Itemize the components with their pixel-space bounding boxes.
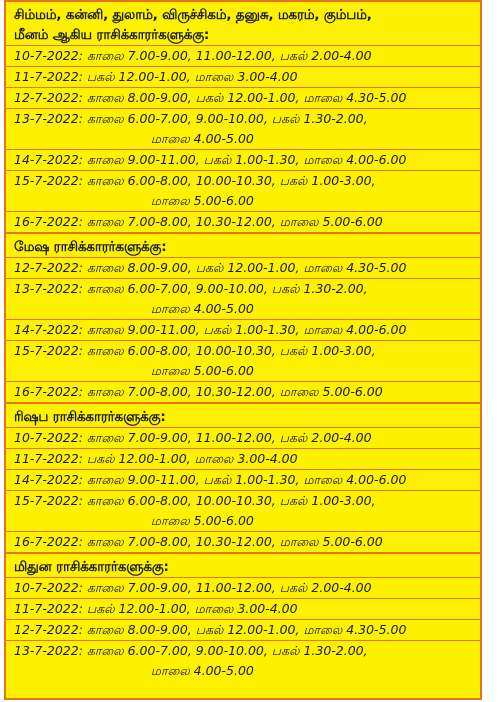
timing-row <box>6 170 480 211</box>
row-times <box>87 67 476 87</box>
row-date: 16-7-2022: <box>14 384 83 399</box>
timing-row <box>6 469 480 490</box>
row-date: 10-7-2022: <box>14 580 83 595</box>
section-heading: ரிஷப ராசிக்காரர்களுக்கு: <box>14 409 166 425</box>
time-line: காலை 8.00-9.00, பகல் 12.00-1.00, மாலை 4.30-5.00 <box>86 622 407 637</box>
row-times <box>87 620 476 640</box>
row-date: 16-7-2022: <box>14 534 83 549</box>
row-times <box>87 578 476 598</box>
time-line: காலை 6.00-7.00, 9.00-10.00, பகல் 1.30-2.00, <box>86 111 368 126</box>
time-line: காலை 9.00-11.00, பகல் 1.00-1.30, மாலை 4.00-6.00 <box>86 472 407 487</box>
timing-row <box>6 87 480 108</box>
row-date: 11-7-2022: <box>14 451 83 466</box>
row-times <box>87 258 476 278</box>
row-times <box>87 320 476 340</box>
row-date: 12-7-2022: <box>14 260 83 275</box>
timing-row <box>6 448 480 469</box>
timing-row <box>6 427 480 448</box>
row-date: 14-7-2022: <box>14 472 83 487</box>
row-times <box>87 382 476 402</box>
row-date: 11-7-2022: <box>14 69 83 84</box>
zodiac-section <box>6 2 480 234</box>
row-times <box>87 491 476 531</box>
time-line: பகல் 12.00-1.00, மாலை 3.00-4.00 <box>86 69 298 84</box>
time-line: காலை 6.00-7.00, 9.00-10.00, பகல் 1.30-2.00, <box>86 643 368 658</box>
timing-row <box>6 598 480 619</box>
row-times <box>87 150 476 170</box>
row-date: 14-7-2022: <box>14 152 83 167</box>
time-line: காலை 7.00-9.00, 11.00-12.00, பகல் 2.00-4.00 <box>86 430 372 445</box>
section-heading: மீனம் ஆகிய ராசிக்காரர்களுக்கு: <box>14 27 210 43</box>
time-line: காலை 9.00-11.00, பகல் 1.00-1.30, மாலை 4.00-6.00 <box>86 322 407 337</box>
row-times <box>87 88 476 108</box>
section-heading: சிம்மம், கன்னி, துலாம், விருச்சிகம், தனுசு, மகரம், கும்பம், <box>14 7 372 23</box>
time-line: காலை 6.00-7.00, 9.00-10.00, பகல் 1.30-2.00, <box>86 281 368 296</box>
time-line: பகல் 12.00-1.00, மாலை 3.00-4.00 <box>86 601 298 616</box>
time-line: மாலை 4.00-5.00 <box>150 131 254 146</box>
time-line: காலை 8.00-9.00, பகல் 12.00-1.00, மாலை 4.30-5.00 <box>86 260 407 275</box>
row-times <box>87 428 476 448</box>
timing-row <box>6 381 480 402</box>
time-line: மாலை 4.00-5.00 <box>150 663 254 678</box>
timing-row <box>6 278 480 319</box>
row-date: 15-7-2022: <box>14 173 83 188</box>
timing-row <box>6 149 480 170</box>
row-date: 10-7-2022: <box>14 430 83 445</box>
row-times <box>87 532 476 552</box>
time-line: காலை 7.00-8.00, 10.30-12.00, மாலை 5.00-6.00 <box>86 384 383 399</box>
zodiac-section <box>6 234 480 404</box>
row-times <box>87 46 476 66</box>
time-line: மாலை 5.00-6.00 <box>150 363 254 378</box>
row-times <box>87 109 476 149</box>
row-times <box>87 171 476 211</box>
time-line: காலை 6.00-8.00, 10.00-10.30, பகல் 1.00-3.00, <box>86 343 376 358</box>
row-date: 12-7-2022: <box>14 622 83 637</box>
time-line: காலை 6.00-8.00, 10.00-10.30, பகல் 1.00-3.00, <box>86 173 376 188</box>
timing-row <box>6 577 480 598</box>
timing-row <box>6 45 480 66</box>
time-line: காலை 7.00-9.00, 11.00-12.00, பகல் 2.00-4.00 <box>86 580 372 595</box>
time-line: காலை 7.00-8.00, 10.30-12.00, மாலை 5.00-6.00 <box>86 534 383 549</box>
timings-table <box>4 0 482 700</box>
zodiac-section <box>6 404 480 554</box>
row-date: 15-7-2022: <box>14 493 83 508</box>
row-times <box>87 449 476 469</box>
row-times <box>87 341 476 381</box>
timing-row <box>6 490 480 531</box>
time-line: காலை 6.00-8.00, 10.00-10.30, பகல் 1.00-3.00, <box>86 493 376 508</box>
timing-row <box>6 66 480 87</box>
row-date: 13-7-2022: <box>14 643 83 658</box>
section-heading: மேஷ ராசிக்காரர்களுக்கு: <box>14 239 167 255</box>
row-date: 10-7-2022: <box>14 48 83 63</box>
row-date: 14-7-2022: <box>14 322 83 337</box>
timing-row <box>6 619 480 640</box>
row-date: 11-7-2022: <box>14 601 83 616</box>
row-times <box>87 212 476 232</box>
time-line: மாலை 5.00-6.00 <box>150 513 254 528</box>
timing-row <box>6 257 480 278</box>
row-times <box>87 470 476 490</box>
time-line: காலை 7.00-8.00, 10.30-12.00, மாலை 5.00-6.00 <box>86 214 383 229</box>
timing-row <box>6 640 480 681</box>
timing-row <box>6 340 480 381</box>
row-times <box>87 641 476 681</box>
section-heading: மிதுன ராசிக்காரர்களுக்கு: <box>14 559 169 575</box>
row-times <box>87 279 476 319</box>
time-line: காலை 8.00-9.00, பகல் 12.00-1.00, மாலை 4.30-5.00 <box>86 90 407 105</box>
row-times <box>87 599 476 619</box>
time-line: பகல் 12.00-1.00, மாலை 3.00-4.00 <box>86 451 298 466</box>
zodiac-section <box>6 554 480 681</box>
time-line: மாலை 5.00-6.00 <box>150 193 254 208</box>
row-date: 15-7-2022: <box>14 343 83 358</box>
timing-row <box>6 108 480 149</box>
timing-row <box>6 531 480 552</box>
row-date: 13-7-2022: <box>14 111 83 126</box>
time-line: மாலை 4.00-5.00 <box>150 301 254 316</box>
time-line: காலை 7.00-9.00, 11.00-12.00, பகல் 2.00-4.00 <box>86 48 372 63</box>
row-date: 13-7-2022: <box>14 281 83 296</box>
timing-row <box>6 319 480 340</box>
timing-row <box>6 211 480 232</box>
time-line: காலை 9.00-11.00, பகல் 1.00-1.30, மாலை 4.00-6.00 <box>86 152 407 167</box>
row-date: 16-7-2022: <box>14 214 83 229</box>
row-date: 12-7-2022: <box>14 90 83 105</box>
